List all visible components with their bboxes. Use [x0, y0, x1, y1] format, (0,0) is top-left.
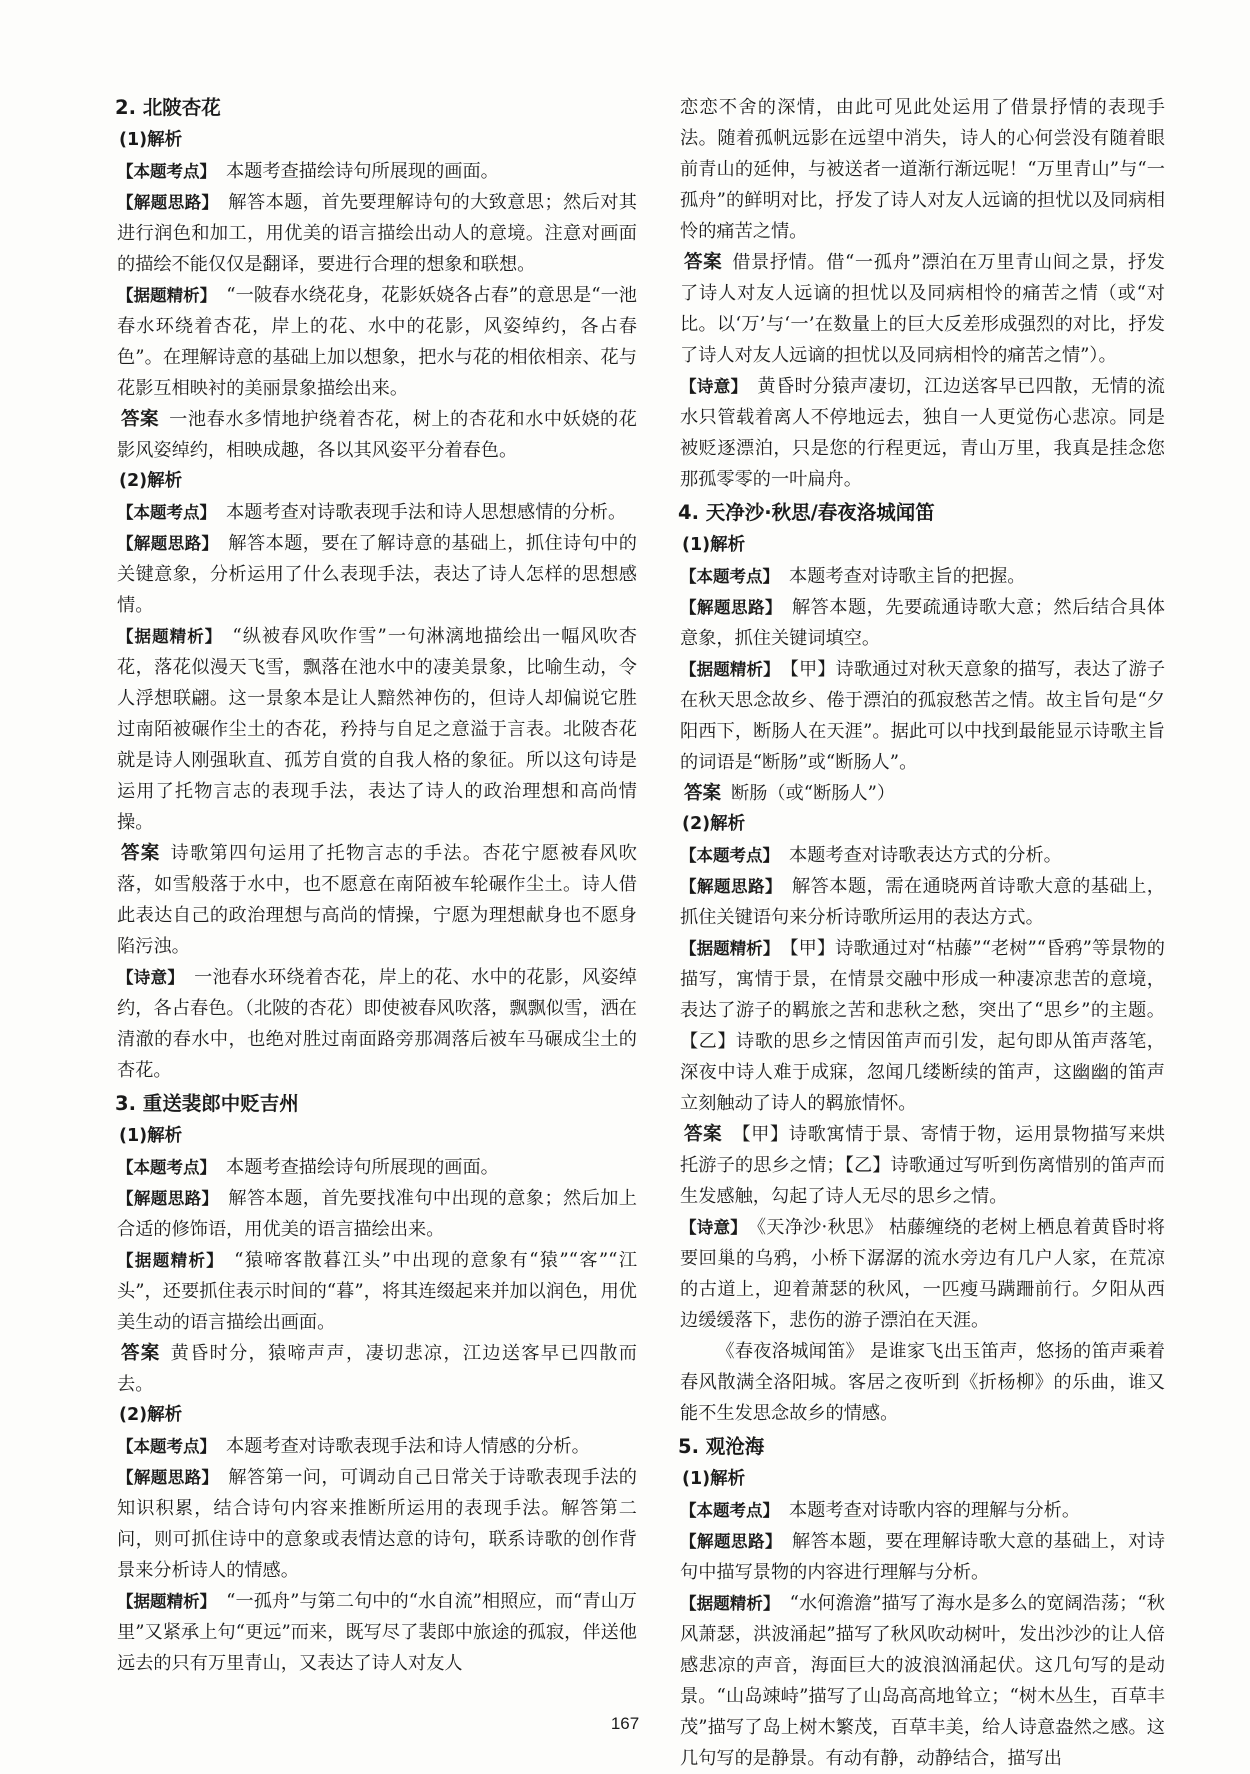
tag-silu: 【解题思路】: [117, 534, 219, 553]
paragraph: [117, 280, 637, 404]
text: 借景抒情。借“一孤舟”漂泊在万里青山间之景，抒发了诗人对友人远谪的担忧以及同病相怜的痛苦之情（或“对比。以‘万’与‘一’在数量上的巨大反差形成强烈的对比，抒发了诗人对友人远谪的担忧以及同病相怜的痛苦之情”）。: [680, 252, 1165, 366]
tag-kaodian: 【本题考点】: [680, 846, 779, 865]
tag-kaodian: 【本题考点】: [117, 162, 216, 181]
paragraph: [117, 187, 637, 280]
text: 《天净沙·秋思》 枯藤缠绕的老树上栖息着黄昏时将要回巢的乌鸦，小桥下潺潺的流水旁边有几户人家，在荒凉的古道上，迎着萧瑟的秋风，一匹瘦马蹒跚前行。夕阳从西边缓缓落下，悲伤的游子漂泊在天涯。: [680, 1217, 1165, 1331]
paragraph: [680, 561, 1165, 592]
paragraph: [680, 933, 1165, 1119]
text: 本题考查描绘诗句所展现的画面。: [226, 161, 499, 182]
tag-silu: 【解题思路】: [117, 193, 219, 212]
tag-kaodian: 【本题考点】: [117, 503, 216, 522]
paragraph: [117, 1462, 637, 1586]
question-label: (1)解析: [682, 535, 746, 555]
question-label: (2)解析: [119, 1405, 183, 1425]
text: 【甲】诗歌通过对秋天意象的描写，表达了游子在秋天思念故乡、倦于漂泊的孤寂愁苦之情。故主旨句是“夕阳西下，断肠人在天涯”。据此可以中找到最能显示诗歌主旨的词语是“断肠”或“断肠人”。: [680, 659, 1166, 773]
text: 解答本题，首先要理解诗句的大致意思；然后对其进行润色和加工，用优美的语言描绘出动人的意境。注意对画面的描绘不能仅仅是翻译，要进行合理的想象和联想。: [117, 192, 637, 275]
question-label: (1)解析: [119, 130, 183, 150]
text: 本题考查对诗歌主旨的把握。: [789, 566, 1026, 587]
text: “水何澹澹”描写了海水是多么的宽阔浩荡；“秋风萧瑟，洪波涌起”描写了秋风吹动树叶，发出沙沙的让人倍感悲凉的声音，海面巨大的波浪汹涌起伏。这几句写的是动景。“山岛竦峙”描写了山岛高高地耸立；“树木丛生，百草丰茂”描写了岛上树木繁茂，百草丰美，给人诗意盎然之感。这几句写的是静景。有动有静，动静结合，描写出: [680, 1593, 1165, 1769]
section-title: 4. 天净沙·秋思/春夜洛城闻笛: [678, 501, 935, 524]
text: 一池春水多情地护绕着杏花，树上的杏花和水中妖娆的花影风姿绰约，相映成趣，各以其风姿平分着春色。: [117, 409, 637, 461]
text: “一陂春水绕花身，花影妖娆各占春”的意思是“一池春水环绕着杏花，岸上的花、水中的花影，风姿绰约，各占春色”。在理解诗意的基础上加以想象，把水与花的相依相亲、花与花影互相映衬的美丽景象描绘出来。: [117, 285, 637, 399]
tag-jingxi: 【据题精析】: [680, 1594, 780, 1613]
paragraph: [117, 497, 637, 528]
paragraph: [117, 1586, 637, 1679]
answer-label: 答案: [684, 252, 723, 273]
text: 断肠（或“断肠人”）: [731, 783, 896, 804]
paragraph: [117, 621, 637, 838]
paragraph: [117, 1245, 637, 1338]
paragraph: [117, 1183, 637, 1245]
question-label: (1)解析: [682, 1469, 746, 1489]
text: 本题考查描绘诗句所展现的画面。: [226, 1157, 499, 1178]
paragraph: [117, 528, 637, 621]
text: 黄昏时分，猿啼声声，凄切悲凉，江边送客早已四散而去。: [117, 1343, 637, 1395]
tag-silu: 【解题思路】: [680, 1532, 782, 1551]
tag-silu: 【解题思路】: [117, 1189, 219, 1208]
question-label: (2)解析: [682, 814, 746, 834]
paragraph: [680, 1119, 1165, 1212]
text: 【甲】诗歌通过对“枯藤”“老树”“昏鸦”等景物的描写，寓情于景，在情景交融中形成一种凄凉悲苦的意境，表达了游子的羁旅之苦和悲秋之愁，突出了“思乡”的主题。【乙】诗歌的思乡之情因笛声而引发，起句即从笛声落笔，深夜中诗人难于成寐，忽闻几缕断续的笛声，这幽幽的笛声立刻触动了诗人的羁旅情怀。: [680, 938, 1165, 1114]
tag-jingxi: 【据题精析】: [117, 627, 223, 646]
question-label: (1)解析: [119, 1126, 183, 1146]
section-title: 2. 北陂杏花: [115, 96, 221, 119]
right-column: [680, 92, 1165, 1774]
paragraph: [680, 1495, 1165, 1526]
paragraph: [117, 1152, 637, 1183]
text: 解答本题，先要疏通诗歌大意；然后结合具体意象，抓住关键词填空。: [680, 597, 1165, 649]
answer-label: 答案: [121, 1343, 161, 1364]
text: 解答本题，要在理解诗歌大意的基础上，对诗句中描写景物的内容进行理解与分析。: [680, 1531, 1165, 1583]
text: 【甲】诗歌寓情于景、寄情于物，运用景物描写来烘托游子的思乡之情；【乙】诗歌通过写听到伤离惜别的笛声而生发感触，勾起了诗人无尽的思乡之情。: [680, 1124, 1165, 1207]
page-number: 167: [610, 1714, 640, 1733]
paragraph: [680, 371, 1165, 495]
text: “一孤舟”与第二句中的“水自流”相照应，而“青山万里”又紧承上句“更远”而来，既写尽了裴郎中旅途的孤寂，伴送他远去的只有万里青山，又表达了诗人对友人: [117, 1591, 637, 1674]
text: 本题考查对诗歌表达方式的分析。: [789, 845, 1062, 866]
tag-kaodian: 【本题考点】: [117, 1437, 216, 1456]
text: 解答本题，要在了解诗意的基础上，抓住诗句中的关键意象，分析运用了什么表现手法，表达了诗人怎样的思想感情。: [117, 533, 637, 616]
tag-kaodian: 【本题考点】: [117, 1158, 216, 1177]
tag-jingxi: 【据题精析】: [680, 939, 780, 958]
text: “纵被春风吹作雪”一句淋漓地描绘出一幅风吹杏花，落花似漫天飞雪，飘落在池水中的凄美景象，比喻生动，令人浮想联翩。这一景象本是让人黯然神伤的，但诗人却偏说它胜过南陌被碾作尘土的杏花，矜持与自足之意溢于言表。北陂杏花就是诗人刚强耿直、孤芳自赏的自我人格的象征。所以这句诗是运用了托物言志的表现手法，表达了诗人的政治理想和高尚情操。: [117, 626, 637, 833]
tag-kaodian: 【本题考点】: [680, 567, 779, 586]
text: 本题考查对诗歌内容的理解与分析。: [789, 1500, 1081, 1521]
answer-label: 答案: [121, 843, 161, 864]
paragraph: [680, 1526, 1165, 1588]
text: 解答本题，需在通晓两首诗歌大意的基础上，抓住关键语句来分析诗歌所运用的表达方式。: [680, 876, 1165, 928]
paragraph: [117, 404, 637, 466]
answer-label: 答案: [684, 783, 722, 804]
paragraph: [117, 1431, 637, 1462]
tag-silu: 【解题思路】: [680, 877, 782, 896]
tag-shiyi: 【诗意】: [680, 1218, 747, 1237]
section-title: 3. 重送裴郎中贬吉州: [115, 1092, 299, 1115]
text: 解答第一问，可调动自己日常关于诗歌表现手法的知识积累，结合诗句内容来推断所运用的表现手法。解答第二问，则可抓住诗中的意象或表情达意的诗句，联系诗歌的创作背景来分析诗人的情感。: [117, 1467, 637, 1581]
paragraph: [680, 1588, 1165, 1774]
paragraph: [117, 1338, 637, 1400]
text: 解答本题，首先要找准句中出现的意象；然后加上合适的修饰语，用优美的语言描绘出来。: [117, 1188, 637, 1240]
paragraph: [117, 156, 637, 187]
text: 诗歌第四句运用了托物言志的手法。杏花宁愿被春风吹落，如雪般落于水中，也不愿意在南陌被车轮碾作尘土。诗人借此表达自己的政治理想与高尚的情操，宁愿为理想献身也不愿身陷污浊。: [117, 843, 637, 957]
answer-label: 答案: [121, 409, 160, 430]
answer-label: 答案: [684, 1124, 723, 1145]
tag-jingxi: 【据题精析】: [117, 286, 217, 305]
tag-shiyi: 【诗意】: [680, 377, 748, 396]
paragraph: [680, 778, 1165, 809]
text: 一池春水环绕着杏花，岸上的花、水中的花影，风姿绰约，各占春色。（北陂的杏花）即使被春风吹落，飘飘似雪，洒在清澈的春水中，也绝对胜过南面路旁那凋落后被车马碾成尘土的杏花。: [117, 967, 637, 1081]
section-title: 5. 观沧海: [678, 1435, 765, 1458]
left-column: [117, 90, 637, 1679]
paragraph: [680, 592, 1165, 654]
text: 本题考查对诗歌表现手法和诗人思想感情的分析。: [226, 502, 627, 523]
text: “猿啼客散暮江头”中出现的意象有“猿”“客”“江头”，还要抓住表示时间的“暮”，将其连缀起来并加以润色，用优美生动的语言描绘出画面。: [117, 1250, 638, 1333]
text: 本题考查对诗歌表现手法和诗人情感的分析。: [226, 1436, 590, 1457]
paragraph: [680, 871, 1165, 933]
tag-jingxi: 【据题精析】: [117, 1592, 217, 1611]
tag-jingxi: 【据题精析】: [117, 1251, 225, 1270]
paragraph: 《春夜洛城闻笛》 是谁家飞出玉笛声，悠扬的笛声乘着春风散满全洛阳城。客居之夜听到《折杨柳》的乐曲，谁又能不生发思念故乡的情感。: [680, 1341, 1165, 1424]
tag-shiyi: 【诗意】: [117, 968, 185, 987]
text: 黄昏时分猿声凄切，江边送客早已四散，无情的流水只管载着离人不停地远去，独自一人更觉伤心悲凉。同是被贬逐漂泊，只是您的行程更远，青山万里，我真是挂念您那孤零零的一叶扁舟。: [680, 376, 1165, 490]
paragraph: [117, 838, 637, 962]
tag-jingxi: 【据题精析】: [680, 660, 780, 679]
tag-kaodian: 【本题考点】: [680, 1501, 779, 1520]
tag-silu: 【解题思路】: [117, 1468, 219, 1487]
paragraph: [680, 247, 1165, 371]
question-label: (2)解析: [119, 471, 183, 491]
paragraph: [680, 1212, 1165, 1336]
paragraph-continued: 恋恋不舍的深情，由此可见此处运用了借景抒情的表现手法。随着孤帆远影在远望中消失，诗人的心何尝没有随着眼前青山的延伸，与被送者一道渐行渐远呢！“万里青山”与“一孤舟”的鲜明对比，抒发了诗人对友人远谪的担忧以及同病相怜的痛苦之情。: [680, 97, 1165, 242]
paragraph: [117, 962, 637, 1086]
paragraph: [680, 840, 1165, 871]
paragraph: [680, 654, 1165, 778]
tag-silu: 【解题思路】: [680, 598, 782, 617]
